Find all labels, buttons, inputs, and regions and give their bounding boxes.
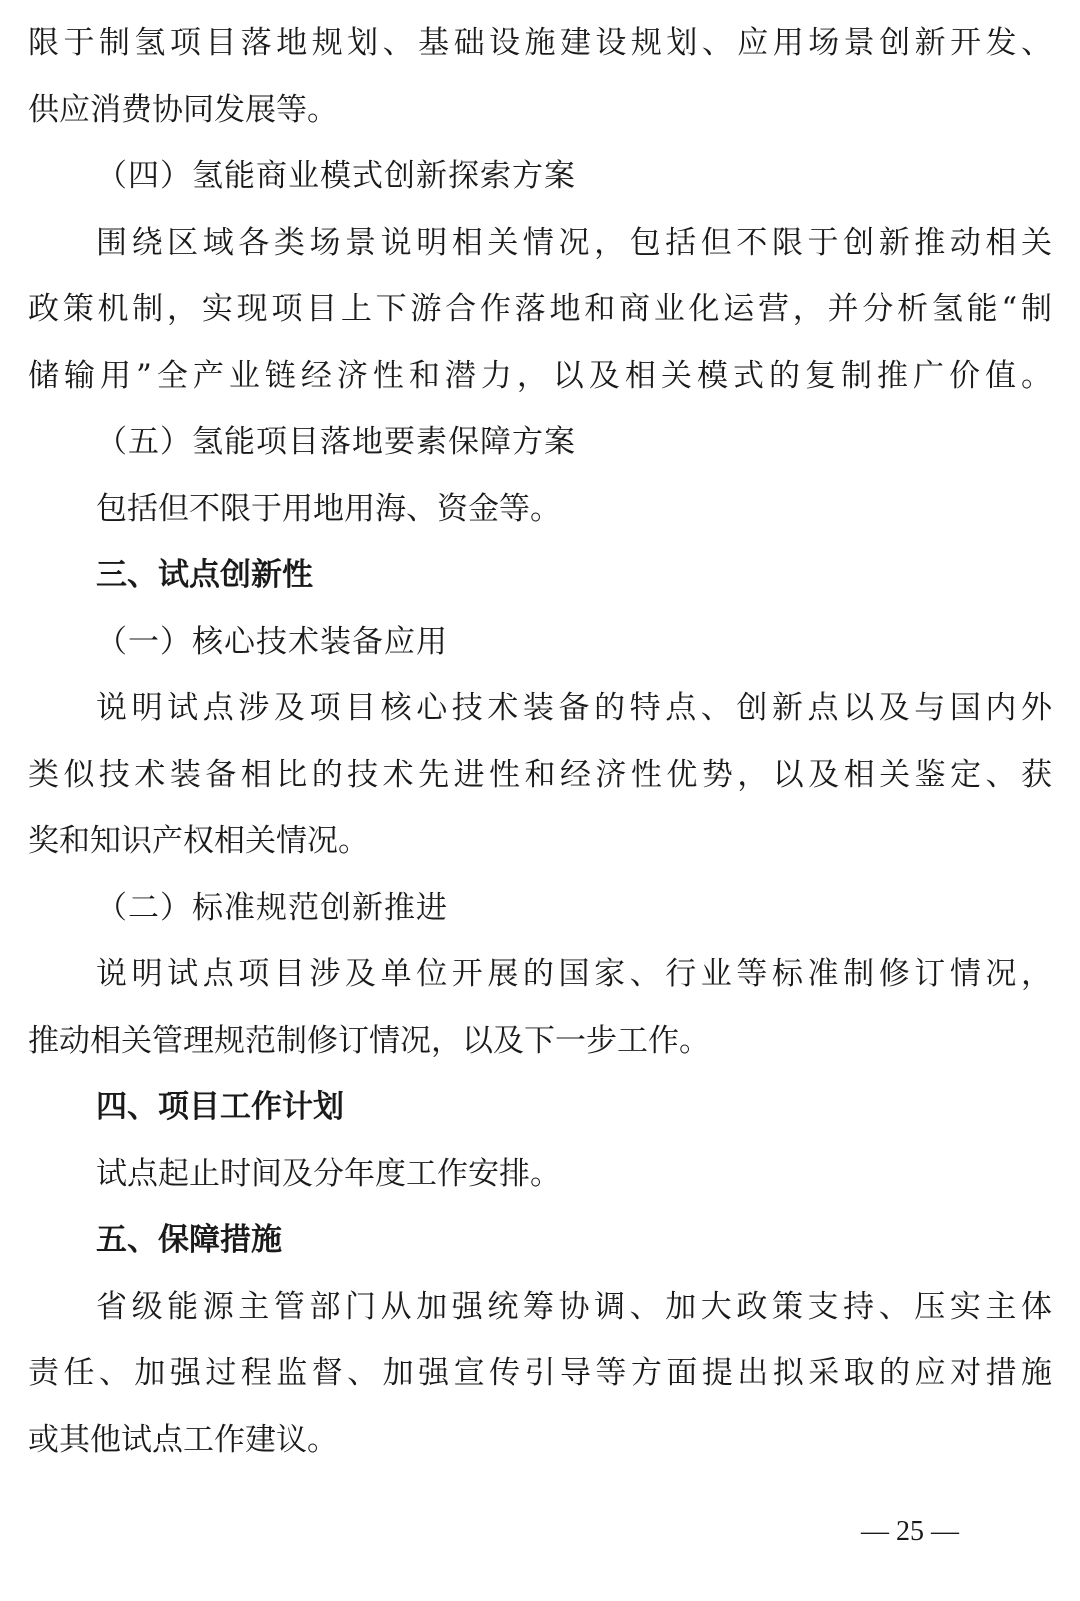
paragraph-line: 供应消费协同发展等。: [28, 91, 338, 128]
paragraph-line: 限于制氢项目落地规划、基础设施建设规划、应用场景创新开发、: [28, 25, 1052, 61]
paragraph-line: 或其他试点工作建议。: [28, 1421, 338, 1458]
paragraph-line: 围绕区域各类场景说明相关情况，包括但不限于创新推动相关: [96, 224, 1052, 261]
paragraph-line: 储输用”全产业链经济性和潜力，以及相关模式的复制推广价值。: [28, 357, 1052, 394]
paragraph-line: 推动相关管理规范制修订情况，以及下一步工作。: [28, 1022, 710, 1059]
paragraph-line: 说明试点项目涉及单位开展的国家、行业等标准制修订情况，: [96, 956, 1052, 992]
paragraph-line: 省级能源主管部门从加强统筹协调、加大政策支持、压实主体: [96, 1288, 1052, 1325]
subsection-heading-2: （二）标准规范创新推进: [96, 889, 448, 926]
document-body: [28, 10, 1052, 1473]
page-number: — 25 —: [861, 1516, 959, 1547]
section-heading-4: 四、项目工作计划: [96, 1089, 344, 1125]
paragraph-line: 类似技术装备相比的技术先进性和经济性优势，以及相关鉴定、获: [28, 756, 1052, 793]
paragraph-line: 包括但不限于用地用海、资金等。: [96, 490, 561, 527]
paragraph-line: 试点起止时间及分年度工作安排。: [96, 1155, 561, 1192]
section-heading-5: 五、保障措施: [96, 1222, 282, 1258]
paragraph-line: 政策机制，实现项目上下游合作落地和商业化运营，并分析氢能“制: [28, 291, 1052, 327]
subsection-heading-4: （四）氢能商业模式创新探索方案: [96, 158, 576, 194]
section-heading-3: 三、试点创新性: [96, 557, 313, 593]
paragraph-line: 说明试点涉及项目核心技术装备的特点、创新点以及与国内外: [96, 690, 1052, 726]
paragraph-line: 奖和知识产权相关情况。: [28, 823, 369, 859]
paragraph-line: 责任、加强过程监督、加强宣传引导等方面提出拟采取的应对措施: [28, 1355, 1052, 1391]
subsection-heading-1: （一）核心技术装备应用: [96, 623, 448, 660]
subsection-heading-5: （五）氢能项目落地要素保障方案: [96, 424, 576, 460]
